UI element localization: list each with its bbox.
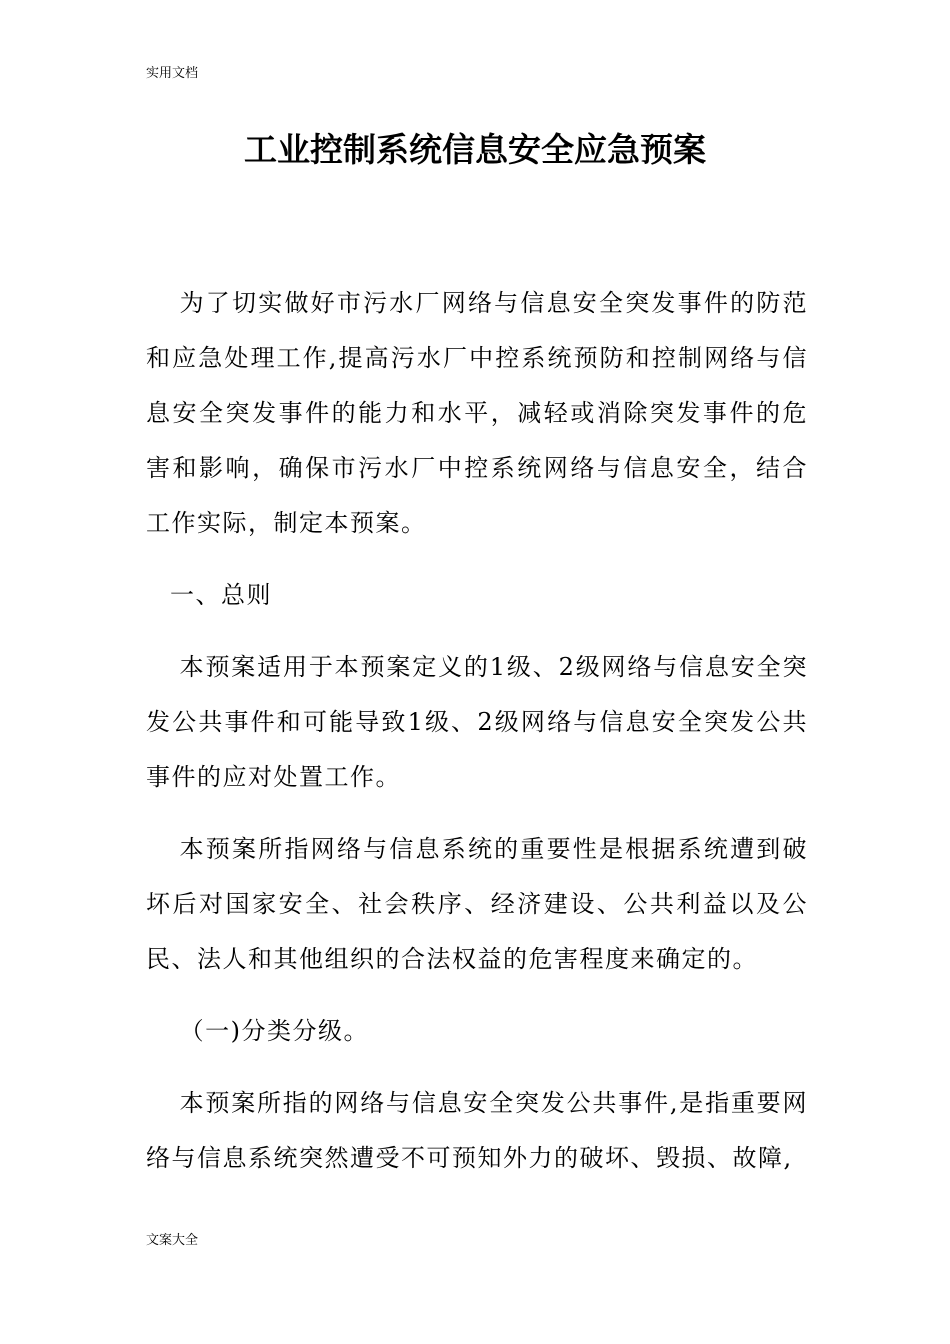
paragraph-importance: 本预案所指网络与信息系统的重要性是根据系统遭到破坏后对国家安全、社会秩序、经济建设、公共利益以及公民、法人和其他组织的合法权益的危害程度来确定的。 [146,835,808,973]
document-title: 工业控制系统信息安全应急预案 [244,130,706,169]
paragraph-definition: 本预案所指的网络与信息安全突发公共事件,是指重要网络与信息系统突然遭受不可预知外力的破坏、毁损、故障, [146,1089,808,1172]
paragraph-scope: 本预案适用于本预案定义的1级、2级网络与信息安全突发公共事件和可能导致1级、2级网络与信息安全突发公共事件的应对处置工作。 [146,653,808,791]
page-header: 实用文档 [146,66,199,81]
page-footer: 文案大全 [146,1233,199,1248]
document-body [146,276,808,1186]
paragraph-intro: 为了切实做好市污水厂网络与信息安全突发事件的防范和应急处理工作,提高污水厂中控系统预防和控制网络与信息安全突发事件的能力和水平，减轻或消除突发事件的危害和影响，确保市污水厂中控系统网络与信息安全，结合工作实际，制定本预案。 [146,289,808,537]
subsection-heading-classification: （一)分类分级。 [179,1017,369,1045]
section-heading-general: 一、总则 [170,581,272,609]
